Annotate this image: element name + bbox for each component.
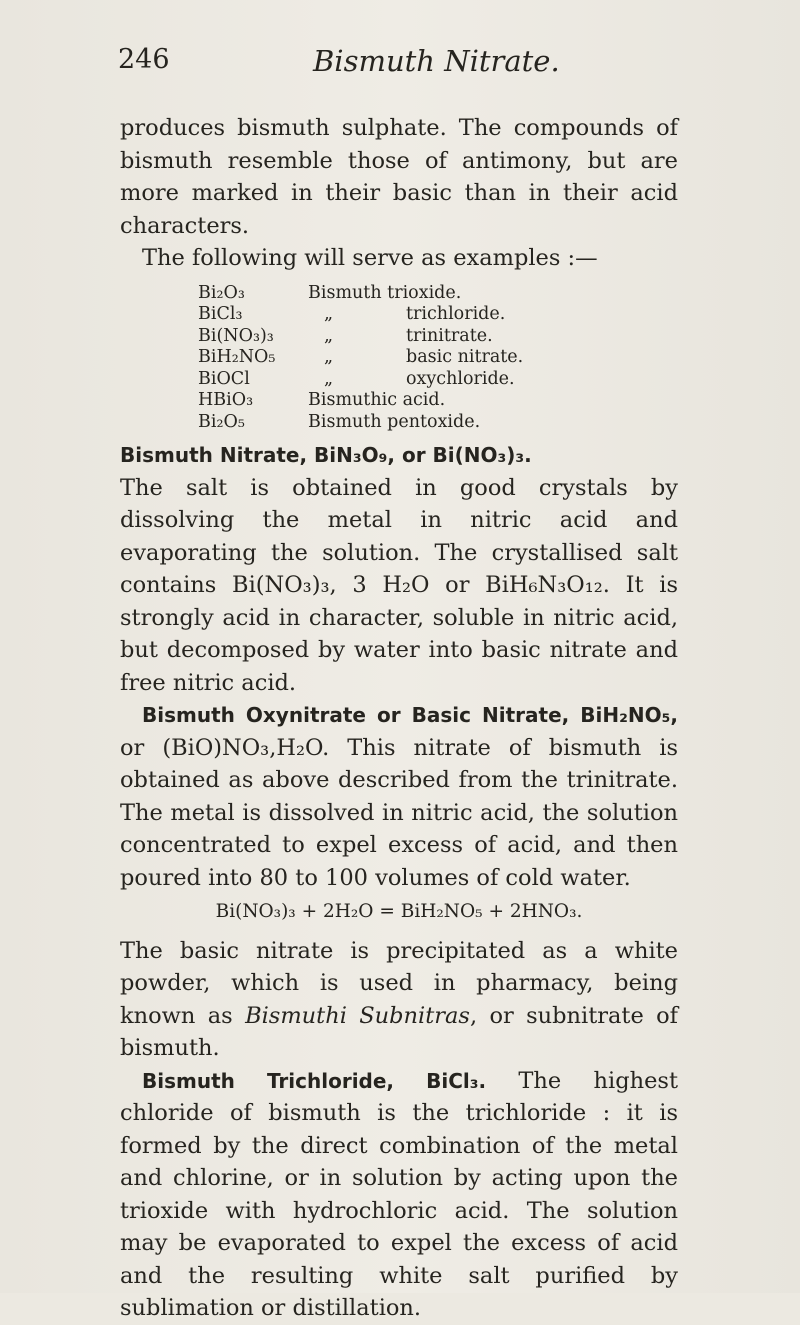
example-row xyxy=(198,412,678,434)
subnitrate-paragraph xyxy=(120,935,678,1065)
example-row xyxy=(198,283,678,305)
oxynitrate-paragraph xyxy=(120,699,678,894)
example-name: trinitrate. xyxy=(406,325,493,346)
subnitrate-text-end: , or subnitrate of bismuth. xyxy=(120,1002,678,1061)
ditto-mark: „ xyxy=(324,325,334,346)
page-header xyxy=(118,44,678,84)
subnitrate-text: The basic nitrate is precipitated as a white powder, which is used in pharmacy, being known as xyxy=(120,937,678,1029)
example-name: trichloride. xyxy=(406,304,506,324)
example-row xyxy=(198,390,678,412)
running-head: Bismuth Nitrate. xyxy=(313,44,560,78)
equation: Bi(NO₃)₃ + 2H₂O = BiH₂NO₅ + 2HNO₃. xyxy=(215,901,583,922)
example-formula: BiOCl xyxy=(198,368,250,389)
example-formula: BiCl₃ xyxy=(198,304,243,324)
nitrate-paragraph: The salt is obtained in good crystals by dissolving the metal in nitric acid and evaporating the solution. The crystallised salt contains Bi(NO₃)₃, 3 H₂O or BiH₆N₃O₁₂. It is strongly acid in character, soluble in nitric acid, but decomposed by water into basic nitrate and free nitric acid. xyxy=(120,474,678,696)
examples-table xyxy=(198,283,678,434)
example-formula: BiH₂NO₅ xyxy=(198,347,276,367)
page-number: 246 xyxy=(118,44,170,75)
example-name: oxychloride. xyxy=(406,368,515,389)
example-formula: Bi₂O₅ xyxy=(198,411,245,432)
example-formula: HBiO₃ xyxy=(198,390,254,410)
latin-name: Bismuthi Subnitras xyxy=(245,1002,470,1029)
ditto-mark: „ xyxy=(324,304,334,324)
intro-paragraph: produces bismuth sulphate. The compounds of bismuth resemble those of antimony, but are more marked in their basic than in their acid characters. xyxy=(120,115,678,239)
nitrate-heading-line xyxy=(120,439,678,472)
example-row xyxy=(198,304,678,326)
nitrate-heading: Bismuth Nitrate, BiN₃O₉, or Bi(NO₃)₃. xyxy=(120,443,532,467)
example-name: Bismuth pentoxide. xyxy=(308,411,481,432)
trichloride-paragraph xyxy=(120,1065,678,1325)
example-row xyxy=(198,347,678,369)
oxynitrate-heading: Bismuth Oxynitrate or Basic Nitrate, BiH₂NO₅, xyxy=(142,703,678,727)
page-body xyxy=(120,112,678,1325)
example-name: Bismuth trioxide. xyxy=(308,282,462,303)
example-row xyxy=(198,326,678,348)
ditto-mark: „ xyxy=(324,347,334,367)
example-name: basic nitrate. xyxy=(406,347,524,367)
ditto-mark: „ xyxy=(324,368,334,389)
example-name: Bismuthic acid. xyxy=(308,390,446,410)
oxynitrate-text: or (BiO)NO₃,H₂O. This nitrate of bismuth is obtained as above described from the trinitrate. The metal is dissolved in nitric acid, the solution concentrated to expel excess of acid, and then poured into 80 to 100 volumes of cold water. xyxy=(120,734,678,891)
trichloride-heading: Bismuth Trichloride, BiCl₃. xyxy=(142,1068,487,1093)
example-formula: Bi(NO₃)₃ xyxy=(198,325,274,346)
example-row xyxy=(198,369,678,391)
trichloride-text: The highest chloride of bismuth is the trichloride : it is formed by the direct combination of the metal and chlorine, or in solution by acting upon the trioxide with hydrochloric acid. The solution may be evaporated to expel the excess of acid and the resulting white salt purified by sublimation or distillation. xyxy=(120,1067,679,1321)
example-formula: Bi₂O₃ xyxy=(198,282,245,303)
examples-lead: The following will serve as examples :— xyxy=(142,245,598,271)
